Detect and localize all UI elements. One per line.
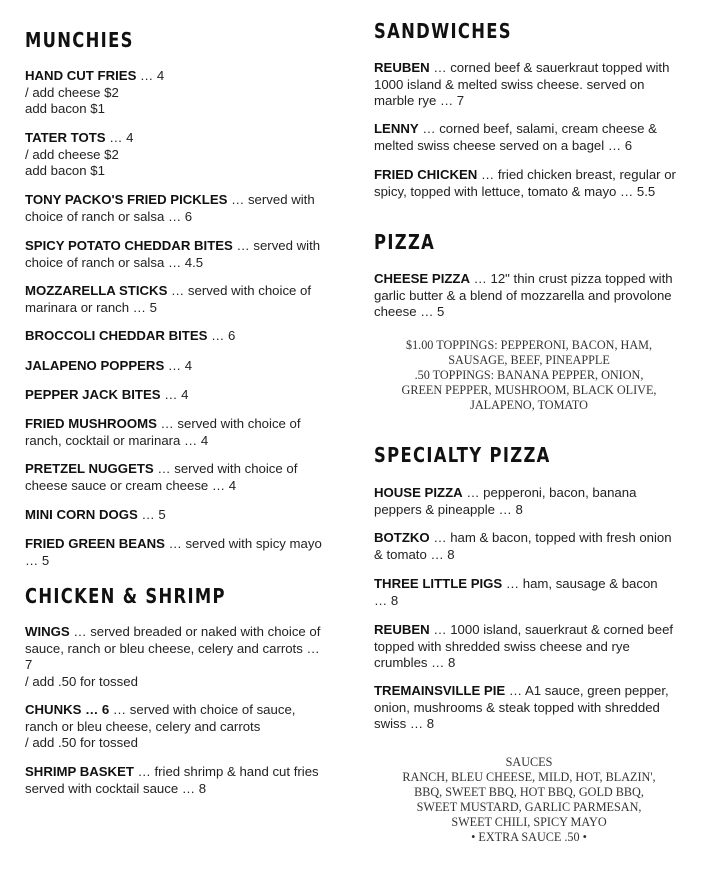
item-name: SHRIMP BASKET [25, 764, 134, 779]
item-name: PRETZEL NUGGETS [25, 461, 154, 476]
item-name: FRIED MUSHROOMS [25, 416, 157, 431]
sauces-line: BBQ, SWEET BBQ, HOT BBQ, GOLD BBQ, [414, 785, 644, 799]
item-name: HOUSE PIZZA [374, 485, 463, 500]
item-extra: add bacon $1 [25, 163, 105, 178]
menu-item [25, 624, 330, 690]
menu-item [374, 271, 679, 321]
item-desc: … served with choice of sauce, ranch or bleu cheese, celery and carrots [25, 702, 296, 734]
item-extra: / add .50 for tossed [25, 673, 138, 689]
menu-item [374, 121, 686, 154]
sauces-heading: SAUCES [505, 755, 553, 769]
menu-item [25, 387, 325, 404]
munchies-heading: MUNCHIES [25, 28, 134, 52]
item-desc: … 4 [105, 130, 134, 145]
item-extra: / add cheese $2 [25, 84, 119, 100]
item-desc: … served with choice of cheese sauce or cream cheese … 4 [25, 461, 298, 493]
item-name: CHEESE PIZZA [374, 271, 470, 286]
item-desc: … 6 [207, 328, 236, 343]
item-name: MOZZARELLA STICKS [25, 283, 168, 298]
item-desc: … A1 sauce, green pepper, onion, mushrooms & steak topped with shredded swiss … 8 [374, 683, 669, 731]
chicken-shrimp-heading: CHICKEN & SHRIMP [25, 584, 226, 608]
item-name: SPICY POTATO CHEDDAR BITES [25, 238, 233, 253]
menu-item [25, 68, 265, 118]
item-desc: … 4 [136, 68, 165, 83]
toppings-line: .50 TOPPINGS: BANANA PEPPER, ONION, [414, 368, 644, 382]
menu-item [374, 60, 686, 110]
menu-item [374, 485, 674, 518]
item-name: HAND CUT FRIES [25, 68, 137, 83]
item-name: TATER TOTS [25, 130, 106, 145]
item-desc: … fried chicken breast, regular or spicy, topped with lettuce, tomato & mayo … 5.5 [374, 167, 676, 199]
extra-sauce-note: • EXTRA SAUCE .50 • [471, 830, 587, 844]
item-desc: … 1000 island, sauerkraut & corned beef topped with shredded swiss cheese and rye crumbles … 8 [374, 622, 674, 670]
sauces-line: SWEET CHILI, SPICY MAYO [451, 815, 607, 829]
menu-item [25, 238, 325, 271]
menu-item [25, 130, 265, 180]
item-extra: / add cheese $2 [25, 146, 119, 162]
menu-item [25, 416, 325, 449]
item-desc: … served with choice of ranch, cocktail or marinara … 4 [25, 416, 301, 448]
item-name: WINGS [25, 624, 70, 639]
item-desc: … ham & bacon, topped with fresh onion & tomato … 8 [374, 530, 672, 562]
menu-item [25, 507, 325, 524]
menu-item [374, 576, 664, 609]
toppings-note [374, 338, 684, 413]
item-desc: … 5 [137, 507, 166, 522]
item-desc: … 4 [160, 387, 189, 402]
item-desc: … ham, sausage & bacon … 8 [374, 576, 658, 608]
menu-item [25, 192, 325, 225]
item-name: TREMAINSVILLE PIE [374, 683, 506, 698]
menu-item [25, 764, 325, 797]
item-name: JALAPENO POPPERS [25, 358, 165, 373]
item-desc: … pepperoni, bacon, banana peppers & pineapple … 8 [374, 485, 637, 517]
item-name: CHUNKS … 6 [25, 702, 110, 717]
item-desc: … served with choice of ranch or salsa … 4.5 [25, 238, 321, 270]
item-desc: … corned beef, salami, cream cheese & melted swiss cheese served on a bagel … 6 [374, 121, 657, 153]
item-name: PEPPER JACK BITES [25, 387, 161, 402]
item-desc: … served with choice of marinara or ranch … 5 [25, 283, 312, 315]
specialty-pizza-heading: SPECIALTY PIZZA [374, 443, 551, 467]
item-extra: / add .50 for tossed [25, 735, 138, 750]
menu-item [25, 328, 325, 345]
item-name: LENNY [374, 121, 419, 136]
menu-item [374, 683, 686, 733]
item-desc: … 12" thin crust pizza topped with garlic butter & a blend of mozzarella and provolone cheese … 5 [374, 271, 673, 319]
item-name: FRIED GREEN BEANS [25, 536, 165, 551]
menu-item [25, 461, 325, 494]
item-name: BROCCOLI CHEDDAR BITES [25, 328, 208, 343]
item-name: REUBEN [374, 622, 430, 637]
menu-item [25, 536, 325, 569]
pizza-heading: PIZZA [374, 230, 436, 254]
sandwiches-heading: SANDWICHES [374, 19, 512, 43]
item-name: REUBEN [374, 60, 430, 75]
menu-item [25, 358, 325, 375]
menu-item [25, 283, 325, 316]
item-extra: add bacon $1 [25, 101, 105, 116]
item-name: FRIED CHICKEN [374, 167, 478, 182]
toppings-line: JALAPENO, TOMATO [470, 398, 588, 412]
sauces-line: SWEET MUSTARD, GARLIC PARMESAN, [416, 800, 642, 814]
toppings-line: SAUSAGE, BEEF, PINEAPPLE [448, 353, 610, 367]
toppings-line: $1.00 TOPPINGS: PEPPERONI, BACON, HAM, [405, 338, 653, 352]
item-name: TONY PACKO'S FRIED PICKLES [25, 192, 228, 207]
item-desc: … fried shrimp & hand cut fries served with cocktail sauce … 8 [25, 764, 319, 796]
menu-item [374, 167, 679, 200]
menu-item [25, 702, 325, 752]
item-name: BOTZKO [374, 530, 430, 545]
menu-item [374, 622, 679, 672]
item-name: MINI CORN DOGS [25, 507, 138, 522]
item-desc: … 4 [164, 358, 193, 373]
item-name: THREE LITTLE PIGS [374, 576, 503, 591]
item-desc: … served with choice of ranch or salsa … 6 [25, 192, 315, 224]
item-desc: … served breaded or naked with choice of sauce, ranch or bleu cheese, celery and carrots … 7 [25, 624, 321, 672]
sauces-line: RANCH, BLEU CHEESE, MILD, HOT, BLAZIN', [402, 770, 656, 784]
sauces-note [374, 755, 684, 845]
item-desc: … served with spicy mayo … 5 [25, 536, 322, 568]
toppings-line: GREEN PEPPER, MUSHROOM, BLACK OLIVE, [401, 383, 657, 397]
menu-item [374, 530, 674, 563]
item-desc: … corned beef & sauerkraut topped with 1000 island & melted swiss cheese. served on marble rye … 7 [374, 60, 670, 108]
